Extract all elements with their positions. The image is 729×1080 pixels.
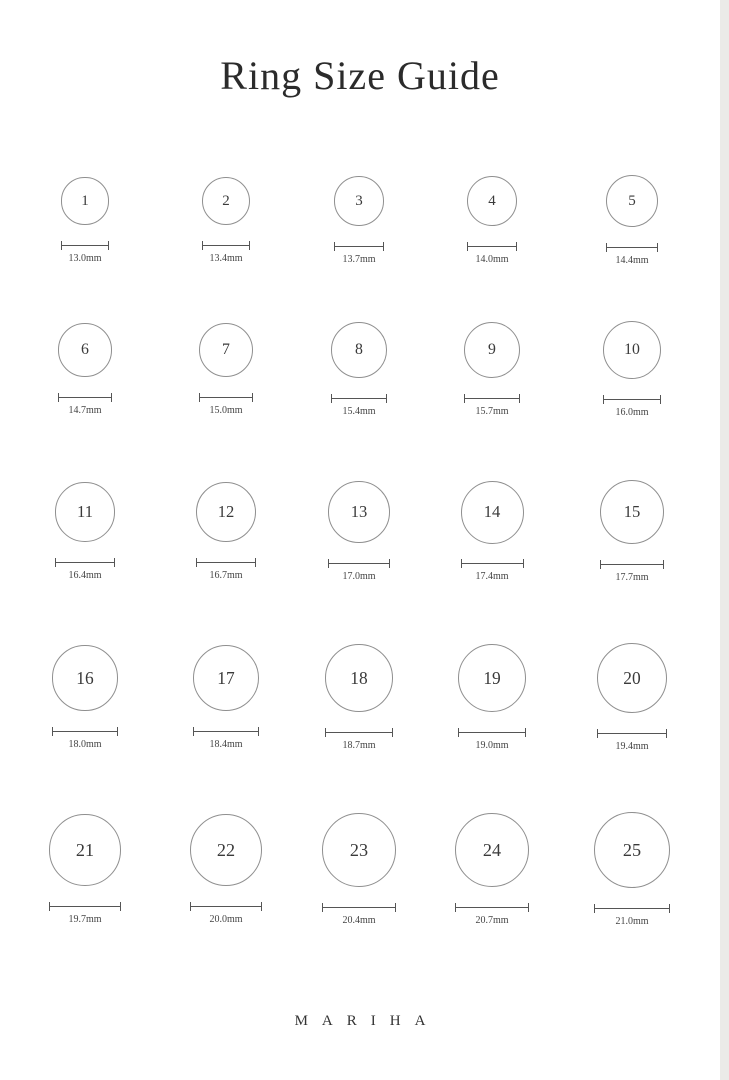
diameter-label: 13.7mm: [342, 253, 376, 265]
diameter-ruler: [193, 727, 260, 736]
diameter-label: 17.0mm: [342, 570, 376, 582]
brand-wordmark: MARIHA: [294, 1013, 440, 1029]
diameter-ruler: [322, 903, 396, 912]
diameter-label: 21.0mm: [615, 916, 649, 927]
ring-circle: 20: [597, 643, 667, 713]
diameter-label: 18.0mm: [68, 738, 102, 750]
ring-circle: 1: [61, 177, 108, 224]
ring-circle: 11: [55, 482, 114, 541]
diameter-ruler: [325, 728, 393, 737]
diameter-ruler: [55, 558, 114, 567]
diameter-label: 13.0mm: [68, 252, 102, 264]
diameter-label: 16.7mm: [209, 570, 243, 582]
ring-circle: 8: [331, 322, 387, 378]
ring-circle: 9: [464, 322, 521, 379]
ring-circle: 22: [190, 814, 262, 886]
diameter-label: 15.4mm: [342, 405, 376, 417]
diameter-label: 19.7mm: [68, 913, 102, 925]
diameter-ruler: [606, 243, 658, 252]
ring-circle: 24: [455, 813, 530, 888]
ring-circle: 21: [49, 814, 120, 885]
diameter-ruler: [331, 394, 387, 403]
diameter-ruler: [199, 393, 253, 402]
diameter-label: 16.0mm: [615, 406, 649, 418]
ring-circle: 10: [603, 321, 661, 379]
diameter-label: 20.4mm: [342, 914, 376, 926]
ring-circle: 12: [196, 482, 256, 542]
diameter-label: 17.7mm: [615, 572, 649, 584]
diameter-label: 18.4mm: [209, 739, 243, 751]
diameter-ruler: [455, 903, 530, 912]
diameter-ruler: [190, 902, 262, 911]
diameter-label: 15.0mm: [209, 405, 243, 417]
ring-circle: 16: [52, 645, 117, 710]
diameter-ruler: [196, 558, 256, 567]
ring-circle: 2: [202, 177, 251, 226]
ring-circle: 7: [199, 323, 253, 377]
diameter-ruler: [328, 559, 390, 568]
ring-circle: 14: [461, 481, 524, 544]
diameter-label: 14.7mm: [68, 404, 102, 416]
ring-circle: 13: [328, 481, 390, 543]
diameter-ruler: [52, 727, 117, 736]
diameter-label: 19.4mm: [615, 741, 649, 753]
diameter-label: 15.7mm: [475, 406, 509, 418]
diameter-ruler: [61, 241, 108, 250]
ring-circle: 6: [58, 323, 111, 376]
ring-circle: 5: [606, 175, 658, 227]
diameter-label: 13.4mm: [209, 253, 243, 265]
diameter-ruler: [603, 395, 661, 404]
page-title: Ring Size Guide: [220, 53, 500, 98]
ring-circle: 18: [325, 644, 393, 712]
diameter-label: 20.7mm: [475, 915, 509, 927]
ring-circle: 25: [594, 812, 670, 888]
diameter-ruler: [458, 728, 527, 737]
diameter-ruler: [464, 394, 521, 403]
diameter-ruler: [594, 904, 670, 913]
diameter-ruler: [58, 393, 111, 402]
diameter-ruler: [597, 729, 667, 738]
diameter-ruler: [202, 241, 251, 250]
diameter-label: 19.0mm: [475, 740, 509, 752]
diameter-ruler: [467, 242, 518, 251]
ring-circle: 15: [600, 480, 664, 544]
diameter-label: 16.4mm: [68, 569, 102, 581]
diameter-ruler: [49, 902, 120, 911]
diameter-label: 14.0mm: [475, 254, 509, 266]
diameter-label: 14.4mm: [615, 255, 649, 267]
diameter-ruler: [600, 560, 664, 569]
ring-circle: 4: [467, 176, 518, 227]
ring-circle: 23: [322, 813, 396, 887]
diameter-label: 20.0mm: [209, 914, 243, 926]
diameter-ruler: [461, 559, 524, 568]
page-edge: [720, 0, 729, 1080]
ring-circle: 17: [193, 645, 260, 712]
ring-circle: 3: [334, 176, 384, 226]
diameter-ruler: [334, 242, 384, 251]
diameter-label: 18.7mm: [342, 739, 376, 751]
ring-circle: 19: [458, 644, 527, 713]
diameter-label: 17.4mm: [475, 571, 509, 583]
